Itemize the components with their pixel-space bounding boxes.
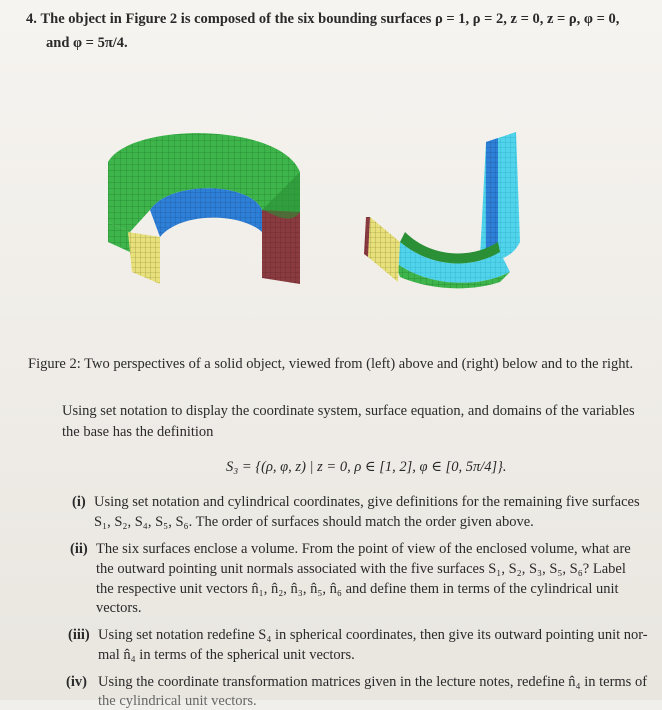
item-iv-line-2: the cylindrical unit vectors. xyxy=(98,693,257,709)
figure-2 xyxy=(0,92,662,292)
right-view-object xyxy=(364,132,520,288)
base-equation: S₃ = {(ρ, φ, z) | z = 0, ρ ∈ [1, 2], φ ∈ [0, 5π/4]}. xyxy=(226,459,507,475)
left-view-object xyxy=(108,133,300,284)
item-i-line-1: Using set notation and cylindrical coordinates, give definitions for the remaining five surfaces xyxy=(94,494,640,510)
figure-caption: Figure 2: Two perspectives of a solid object, viewed from (left) above and (right) below and to the right. xyxy=(28,356,634,372)
item-iv-line-1: Using the coordinate transformation matrices given in the lecture notes, redefine n̂₄ in terms of xyxy=(98,674,648,690)
intro-line-1: Using set notation to display the coordinate system, surface equation, and domains of the variables xyxy=(62,403,635,419)
item-i-label: (i) xyxy=(72,494,86,510)
item-iii-label: (iii) xyxy=(68,627,90,643)
item-i-line-2: S₁, S₂, S₄, S₅, S₆. The order of surfaces should match the order given above. xyxy=(94,514,534,530)
question-number: 4. xyxy=(26,11,37,27)
item-iii-line-1: Using set notation redefine S₄ in spherical coordinates, then give its outward pointing unit nor- xyxy=(98,627,648,643)
item-ii-label: (ii) xyxy=(70,541,88,557)
item-ii-line-2: the outward pointing unit normals associated with the five surfaces S₁, S₂, S₃, S₅, S₆? Label xyxy=(96,561,626,577)
item-ii-line-3: the respective unit vectors n̂₁, n̂₂, n̂₃, n̂₅, n̂₆ and define them in terms of the cylindrical unit xyxy=(96,581,619,597)
question-line-1 xyxy=(26,10,619,28)
question-line-2: and φ = 5π/4. xyxy=(46,35,128,51)
item-ii-line-1: The six surfaces enclose a volume. From the point of view of the enclosed volume, what are xyxy=(96,541,631,557)
item-ii-line-4: vectors. xyxy=(96,600,142,616)
item-iv-label: (iv) xyxy=(66,674,87,690)
intro-line-2: the base has the definition xyxy=(62,424,214,440)
question-text-1: The object in Figure 2 is composed of the six bounding surfaces ρ = 1, ρ = 2, z = 0, z = ρ, φ = 0, xyxy=(40,11,620,27)
item-iii-line-2: mal n̂₄ in terms of the spherical unit vectors. xyxy=(98,647,355,663)
